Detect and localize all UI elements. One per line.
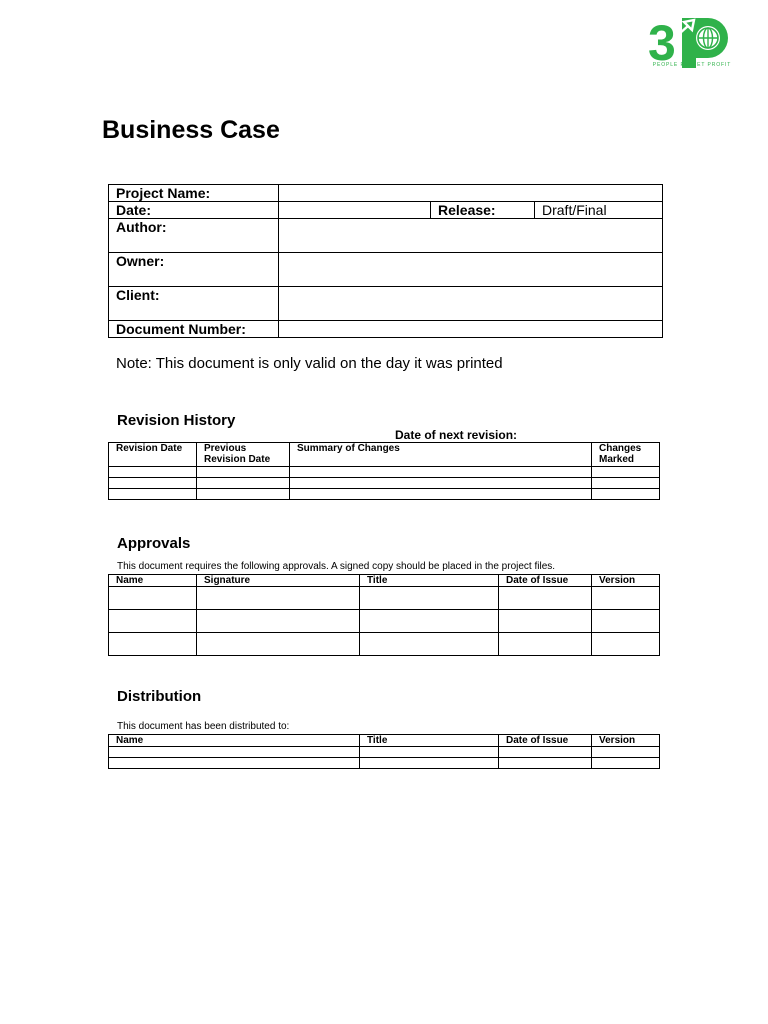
- table-cell[interactable]: [499, 758, 592, 769]
- col-name: Name: [109, 735, 360, 747]
- validity-note: Note: This document is only valid on the day it was printed: [116, 355, 503, 372]
- table-row: [109, 478, 660, 489]
- col-previous-line1: Previous: [204, 443, 247, 454]
- approvals-table: [108, 574, 660, 656]
- table-cell[interactable]: [109, 747, 360, 758]
- table-cell[interactable]: [109, 758, 360, 769]
- col-changes-marked: [592, 443, 660, 467]
- table-cell[interactable]: [109, 489, 197, 500]
- table-cell[interactable]: [197, 478, 290, 489]
- table-cell[interactable]: [592, 747, 660, 758]
- table-cell[interactable]: [360, 587, 499, 610]
- approvals-caption: This document requires the following approvals. A signed copy should be placed in the project files.: [117, 561, 556, 572]
- table-cell[interactable]: [290, 467, 592, 478]
- table-row: [109, 489, 660, 500]
- col-changes-line1: Changes: [599, 443, 642, 454]
- next-revision-label: Date of next revision:: [395, 428, 518, 442]
- revision-history-table: [108, 442, 660, 500]
- project-name-label: Project Name:: [109, 185, 279, 202]
- table-cell[interactable]: [592, 478, 660, 489]
- author-field[interactable]: [279, 219, 663, 253]
- col-version: Version: [592, 575, 660, 587]
- table-cell[interactable]: [592, 489, 660, 500]
- document-info-table: [108, 184, 663, 338]
- table-cell[interactable]: [592, 610, 660, 633]
- col-date-of-issue: Date of Issue: [499, 735, 592, 747]
- table-cell[interactable]: [499, 610, 592, 633]
- table-cell[interactable]: [109, 478, 197, 489]
- col-summary-of-changes: Summary of Changes: [290, 443, 592, 467]
- distribution-caption: This document has been distributed to:: [117, 721, 290, 732]
- table-cell[interactable]: [592, 758, 660, 769]
- table-cell[interactable]: [290, 489, 592, 500]
- client-field[interactable]: [279, 287, 663, 321]
- project-name-field[interactable]: [279, 185, 663, 202]
- col-previous-revision-date: [197, 443, 290, 467]
- revision-history-heading: Revision History: [117, 412, 236, 429]
- table-cell[interactable]: [197, 489, 290, 500]
- logo-tagline: PEOPLE PLANET PROFIT: [652, 62, 732, 68]
- table-row: [109, 610, 660, 633]
- table-cell[interactable]: [592, 587, 660, 610]
- table-row: [109, 467, 660, 478]
- table-cell[interactable]: [109, 610, 197, 633]
- distribution-heading: Distribution: [117, 688, 202, 705]
- table-cell[interactable]: [360, 610, 499, 633]
- release-value[interactable]: Draft/Final: [535, 202, 663, 219]
- table-cell[interactable]: [197, 467, 290, 478]
- table-cell[interactable]: [360, 758, 499, 769]
- page-title: Business Case: [102, 116, 280, 144]
- logo-mark-3: 3: [648, 15, 676, 71]
- col-name: Name: [109, 575, 197, 587]
- col-signature: Signature: [197, 575, 360, 587]
- table-cell[interactable]: [109, 633, 197, 656]
- col-title: Title: [360, 575, 499, 587]
- table-row: [109, 633, 660, 656]
- table-cell[interactable]: [109, 467, 197, 478]
- col-title: Title: [360, 735, 499, 747]
- document-number-label: Document Number:: [109, 321, 279, 338]
- date-field[interactable]: [279, 202, 431, 219]
- table-row: [109, 587, 660, 610]
- table-cell[interactable]: [197, 587, 360, 610]
- client-label: Client:: [109, 287, 279, 321]
- distribution-table: [108, 734, 660, 769]
- date-label: Date:: [109, 202, 279, 219]
- table-cell[interactable]: [290, 478, 592, 489]
- table-cell[interactable]: [360, 633, 499, 656]
- release-label: Release:: [431, 202, 535, 219]
- table-cell[interactable]: [499, 633, 592, 656]
- table-cell[interactable]: [499, 587, 592, 610]
- approvals-heading: Approvals: [117, 535, 191, 552]
- table-cell[interactable]: [197, 633, 360, 656]
- table-cell[interactable]: [360, 747, 499, 758]
- document-number-field[interactable]: [279, 321, 663, 338]
- col-revision-date: Revision Date: [109, 443, 197, 467]
- author-label: Author:: [109, 219, 279, 253]
- col-date-of-issue: Date of Issue: [499, 575, 592, 587]
- table-cell[interactable]: [499, 747, 592, 758]
- col-version: Version: [592, 735, 660, 747]
- owner-label: Owner:: [109, 253, 279, 287]
- table-row: [109, 758, 660, 769]
- table-cell[interactable]: [592, 467, 660, 478]
- table-cell[interactable]: [109, 587, 197, 610]
- table-row: [109, 747, 660, 758]
- col-previous-line2: Revision Date: [204, 454, 271, 465]
- table-cell[interactable]: [197, 610, 360, 633]
- owner-field[interactable]: [279, 253, 663, 287]
- globe-icon: [696, 26, 720, 50]
- table-cell[interactable]: [592, 633, 660, 656]
- col-changes-line2: Marked: [599, 454, 635, 465]
